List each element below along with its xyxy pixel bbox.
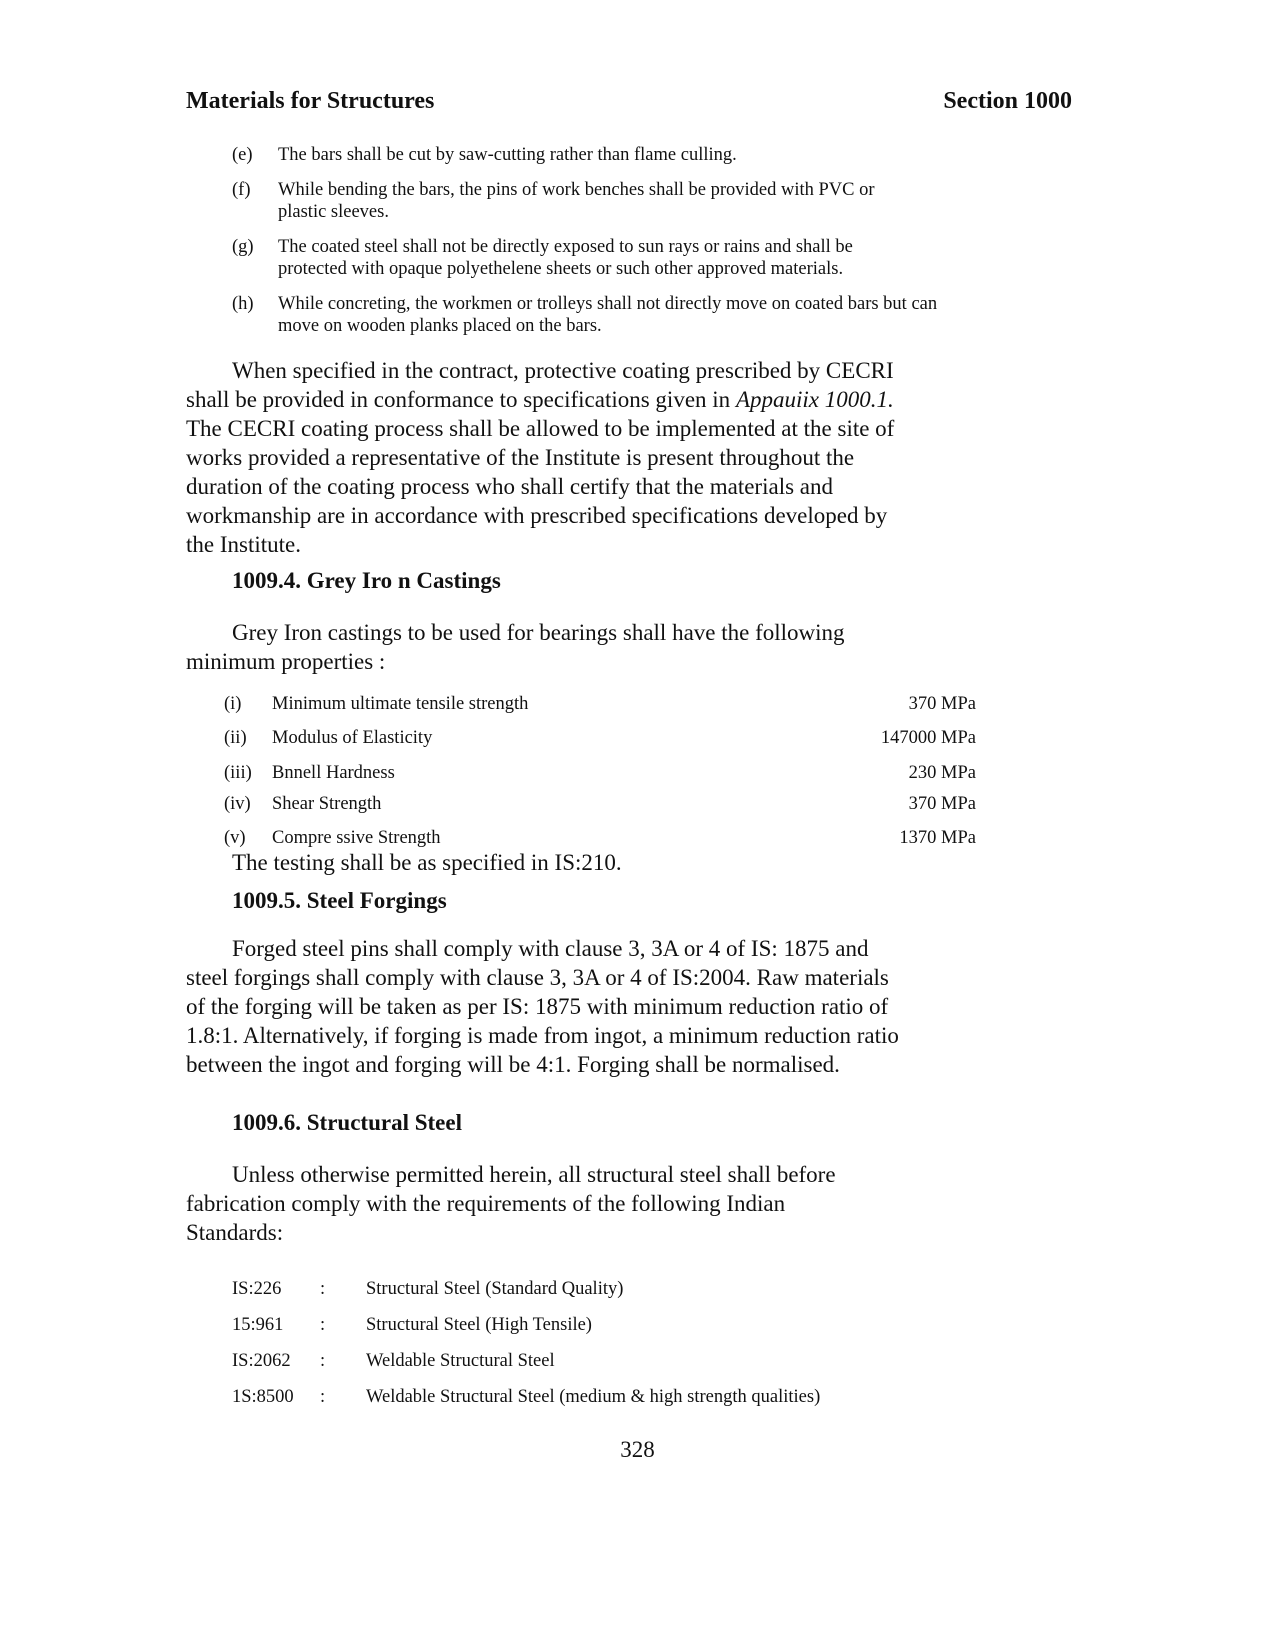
list-item-label: (e): [232, 145, 253, 165]
standard-row: [232, 1278, 992, 1300]
list-item-text: The bars shall be cut by saw-cutting rather than flame culling.: [278, 145, 737, 165]
standard-separator: :: [320, 1387, 326, 1407]
list-item: [232, 236, 922, 280]
standard-description: Structural Steel (High Tensile): [366, 1315, 592, 1335]
list-item-text: While concreting, the workmen or trolleys shall not directly move on coated bars but can move on wooden planks placed on the bars.: [278, 294, 938, 336]
list-item: [232, 293, 942, 337]
property-label: (ii): [224, 728, 247, 748]
property-value: 370 MPa: [908, 794, 976, 814]
testing-note: The testing shall be as specified in IS:210.: [232, 850, 622, 875]
property-name: Bnnell Hardness: [272, 763, 395, 783]
standard-description: Weldable Structural Steel: [366, 1351, 555, 1371]
standard-row: [232, 1314, 992, 1336]
page-header: [186, 88, 1072, 115]
grey-iron-intro: Grey Iron castings to be used for bearings shall have the following minimum properties :: [186, 620, 845, 674]
property-value: 147000 MPa: [880, 728, 976, 748]
list-item-text: The coated steel shall not be directly exposed to sun rays or rains and shall be protected with opaque polyethelene sheets or such other approved materials.: [278, 237, 853, 279]
property-row: [224, 693, 976, 715]
list-item-label: (f): [232, 180, 251, 200]
structural-intro: Unless otherwise permitted herein, all structural steel shall before fabrication comply with the requirements of the following Indian Standards:: [186, 1162, 836, 1245]
section-heading-forgings: 1009.5. Steel Forgings: [232, 888, 447, 913]
appendix-reference: Appauiix 1000.1.: [735, 387, 894, 412]
standard-separator: :: [320, 1315, 326, 1335]
property-value: 230 MPa: [908, 763, 976, 783]
standard-code: IS:2062: [232, 1351, 291, 1371]
property-value: 370 MPa: [908, 694, 976, 714]
standard-code: 15:961: [232, 1315, 284, 1335]
header-section: Section 1000: [943, 88, 1072, 114]
standard-separator: :: [320, 1351, 326, 1371]
property-label: (iii): [224, 763, 252, 783]
property-row: [224, 827, 976, 849]
standard-separator: :: [320, 1279, 326, 1299]
property-row: [224, 727, 976, 749]
property-value: 1370 MPa: [899, 828, 976, 848]
section-heading-structural-steel: 1009.6. Structural Steel: [232, 1110, 462, 1135]
list-item: [232, 144, 992, 166]
page-number: 328: [620, 1437, 655, 1462]
standard-row: [232, 1386, 992, 1408]
list-item-label: (h): [232, 294, 254, 314]
standard-description: Weldable Structural Steel (medium & high strength qualities): [366, 1387, 821, 1407]
header-title: Materials for Structures: [186, 88, 435, 114]
property-label: (iv): [224, 794, 251, 814]
standard-description: Structural Steel (Standard Quality): [366, 1279, 624, 1299]
property-table: [224, 693, 976, 849]
standards-list: [232, 1278, 992, 1422]
standard-row: [232, 1350, 992, 1372]
list-item-text: While bending the bars, the pins of work benches shall be provided with PVC or plastic sleeves.: [278, 180, 875, 222]
precaution-list: [232, 144, 992, 350]
property-name: Compre ssive Strength: [272, 828, 441, 848]
list-item: [232, 179, 892, 223]
property-name: Modulus of Elasticity: [272, 728, 433, 748]
standard-code: IS:226: [232, 1279, 282, 1299]
property-name: Shear Strength: [272, 794, 382, 814]
property-row: [224, 793, 976, 815]
standard-code: 1S:8500: [232, 1387, 294, 1407]
property-label: (i): [224, 694, 242, 714]
list-item-label: (g): [232, 237, 254, 257]
property-row: [224, 762, 976, 784]
forgings-paragraph: Forged steel pins shall comply with clause 3, 3A or 4 of IS: 1875 and steel forgings shall comply with clause 3, 3A or 4 of IS:2004. Raw materials of the forging will be taken as per IS: 1875 with minimum reduction ratio of 1.8:1. Alternatively, if forging is made from ingot, a minimum reduction ratio between the ingot and forging will be 4:1. Forging shall be normalised.: [186, 936, 899, 1077]
cecri-paragraph: When specified in the contract, protective coating prescribed by CECRI shall be provided in conformance to specifications given in Appauiix 1000.1. The CECRI coating process shall be allowed to be implemented at the site of works provided a representative of the Institute is present throughout the duration of the coating process who shall certify that the materials and workmanship are in accordance with prescribed specifications developed by the Institute.: [186, 358, 895, 557]
property-label: (v): [224, 828, 246, 848]
property-name: Minimum ultimate tensile strength: [272, 694, 529, 714]
section-heading-grey-iron: 1009.4. Grey Iro n Castings: [232, 568, 501, 593]
